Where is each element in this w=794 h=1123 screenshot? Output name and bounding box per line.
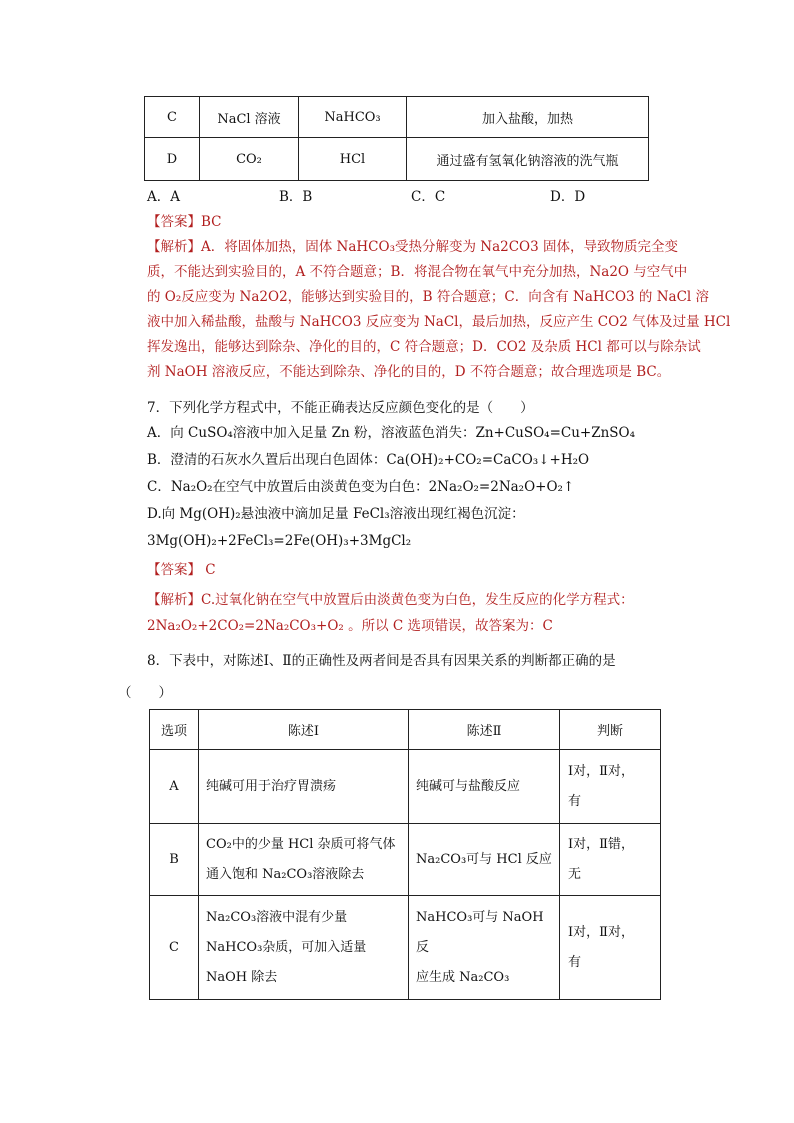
option-a: A．A [147,189,180,205]
judgment-cell [560,824,661,896]
analysis-label: 【解析】 [147,239,201,255]
table-cell: NaCl 溶液 [200,97,299,138]
judgment-text: Ⅰ对，Ⅱ对， [568,924,634,940]
statement2-cell [409,824,560,896]
answer-value: C [201,562,216,578]
statement2-cell [409,896,560,1000]
judgment-text: Ⅰ对，Ⅱ错， [568,836,634,852]
answer-value: BC [201,214,222,230]
option-b: B．澄清的石灰水久置后出现白色固体：Ca(OH)₂+CO₂=CaCO₃↓+H₂O [147,452,590,468]
judgment-text: 有 [568,954,582,970]
answer-line [147,212,222,232]
statement2-text: 应生成 Na₂CO₃ [416,969,510,985]
judgment-text: 无 [568,866,582,882]
table-cell: C [145,97,200,138]
answer-label: 【答案】 [147,214,201,230]
answer-paren: （ ） [118,685,172,701]
table-row [145,97,649,138]
analysis-line: 的 O₂反应变为 Na2O2，能够达到实验目的，B 符合题意；C．向含有 NaHCO3 的 NaCl 溶 [147,289,710,305]
analysis-line: 液中加入稀盐酸，盐酸与 NaHCO3 反应变为 NaCl，最后加热，反应产生 CO2 气体及过量 HCl [147,314,731,330]
answer-line [147,560,216,580]
table-cell: 加入盐酸，加热 [407,97,649,138]
judgment-text: Ⅰ对，Ⅱ对， [568,763,634,779]
option-d: D．D [550,189,586,205]
table-row [145,138,649,181]
q8-table [149,709,661,1000]
table-header: 选项 [150,710,199,750]
statement2-text: 纯碱可与盐酸反应 [416,778,521,794]
analysis-text: A．将固体加热，固体 NaHCO₃受热分解变为 Na2CO3 固体，导致物质完全变 [201,239,679,255]
statement1-text: NaHCO₃杂质，可加入适量 [206,939,367,955]
option-cell: B [150,824,199,896]
statement1-text: 纯碱可用于治疗胃溃疡 [206,778,337,794]
judgment-cell [560,750,661,824]
table-cell: D [145,138,200,181]
option-a: A．向 CuSO₄溶液中加入足量 Zn 粉，溶液蓝色消失：Zn+CuSO₄=Cu+ZnSO₄ [147,425,636,441]
table-header: 陈述Ⅱ [409,710,560,750]
table-row [150,750,661,824]
statement2-text: NaHCO₃可与 NaOH 反 [416,909,544,955]
analysis-line [147,590,634,610]
option-b: B．B [279,189,313,205]
analysis-line: 剂 NaOH 溶液反应，不能达到除杂、净化的目的，D 不符合题意；故合理选项是 BC。 [147,364,671,380]
judgment-text: 有 [568,793,582,809]
analysis-line: 挥发逸出，能够达到除杂、净化的目的，C 符合题意；D．CO2 及杂质 HCl 都可以与除杂试 [147,339,701,355]
analysis-line: 2Na₂O₂+2CO₂=2Na₂CO₃+O₂ 。所以 C 选项错误，故答案为：C [147,618,553,634]
table-row [150,824,661,896]
table-cell: HCl [299,138,407,181]
judgment-cell [560,896,661,1000]
statement1-cell [199,824,409,896]
option-cell: C [150,896,199,1000]
table-header-row [150,710,661,750]
statement1-text: 通入饱和 Na₂CO₃溶液除去 [206,866,365,882]
table-header: 判断 [560,710,661,750]
statement1-cell [199,750,409,824]
option-cell: A [150,750,199,824]
analysis-label: 【解析】 [147,592,201,608]
option-c: C．C [411,189,446,205]
table-cell: 通过盛有氢氧化钠溶液的洗气瓶 [407,138,649,181]
analysis-line: 质，不能达到实验目的，A 不符合题意；B．将混合物在氧气中充分加热，Na2O 与空气中 [147,264,688,280]
table-cell: NaHCO₃ [299,97,407,138]
analysis-line [147,237,678,257]
top-table [144,96,649,181]
statement1-cell [199,896,409,1000]
analysis-text: C.过氧化钠在空气中放置后由淡黄色变为白色，发生反应的化学方程式： [201,592,634,608]
option-d-equation: 3Mg(OH)₂+2FeCl₃=2Fe(OH)₃+3MgCl₂ [147,533,412,549]
option-d: D.向 Mg(OH)₂悬浊液中滴加足量 FeCl₃溶液出现红褐色沉淀： [147,506,525,522]
answer-label: 【答案】 [147,562,201,578]
question-stem: 7．下列化学方程式中，不能正确表达反应颜色变化的是（ ） [147,400,534,416]
statement1-text: CO₂中的少量 HCl 杂质可将气体 [206,836,396,852]
statement1-text: Na₂CO₃溶液中混有少量 [206,909,348,925]
table-cell: CO₂ [200,138,299,181]
question-stem: 8．下表中，对陈述Ⅰ、Ⅱ的正确性及两者间是否具有因果关系的判断都正确的是 [147,653,616,669]
statement2-cell [409,750,560,824]
statement1-text: NaOH 除去 [206,969,278,985]
option-c: C．Na₂O₂在空气中放置后由淡黄色变为白色：2Na₂O₂=2Na₂O+O₂↑ [147,479,575,495]
table-row [150,896,661,1000]
table-header: 陈述Ⅰ [199,710,409,750]
statement2-text: Na₂CO₃可与 HCl 反应 [416,851,552,867]
